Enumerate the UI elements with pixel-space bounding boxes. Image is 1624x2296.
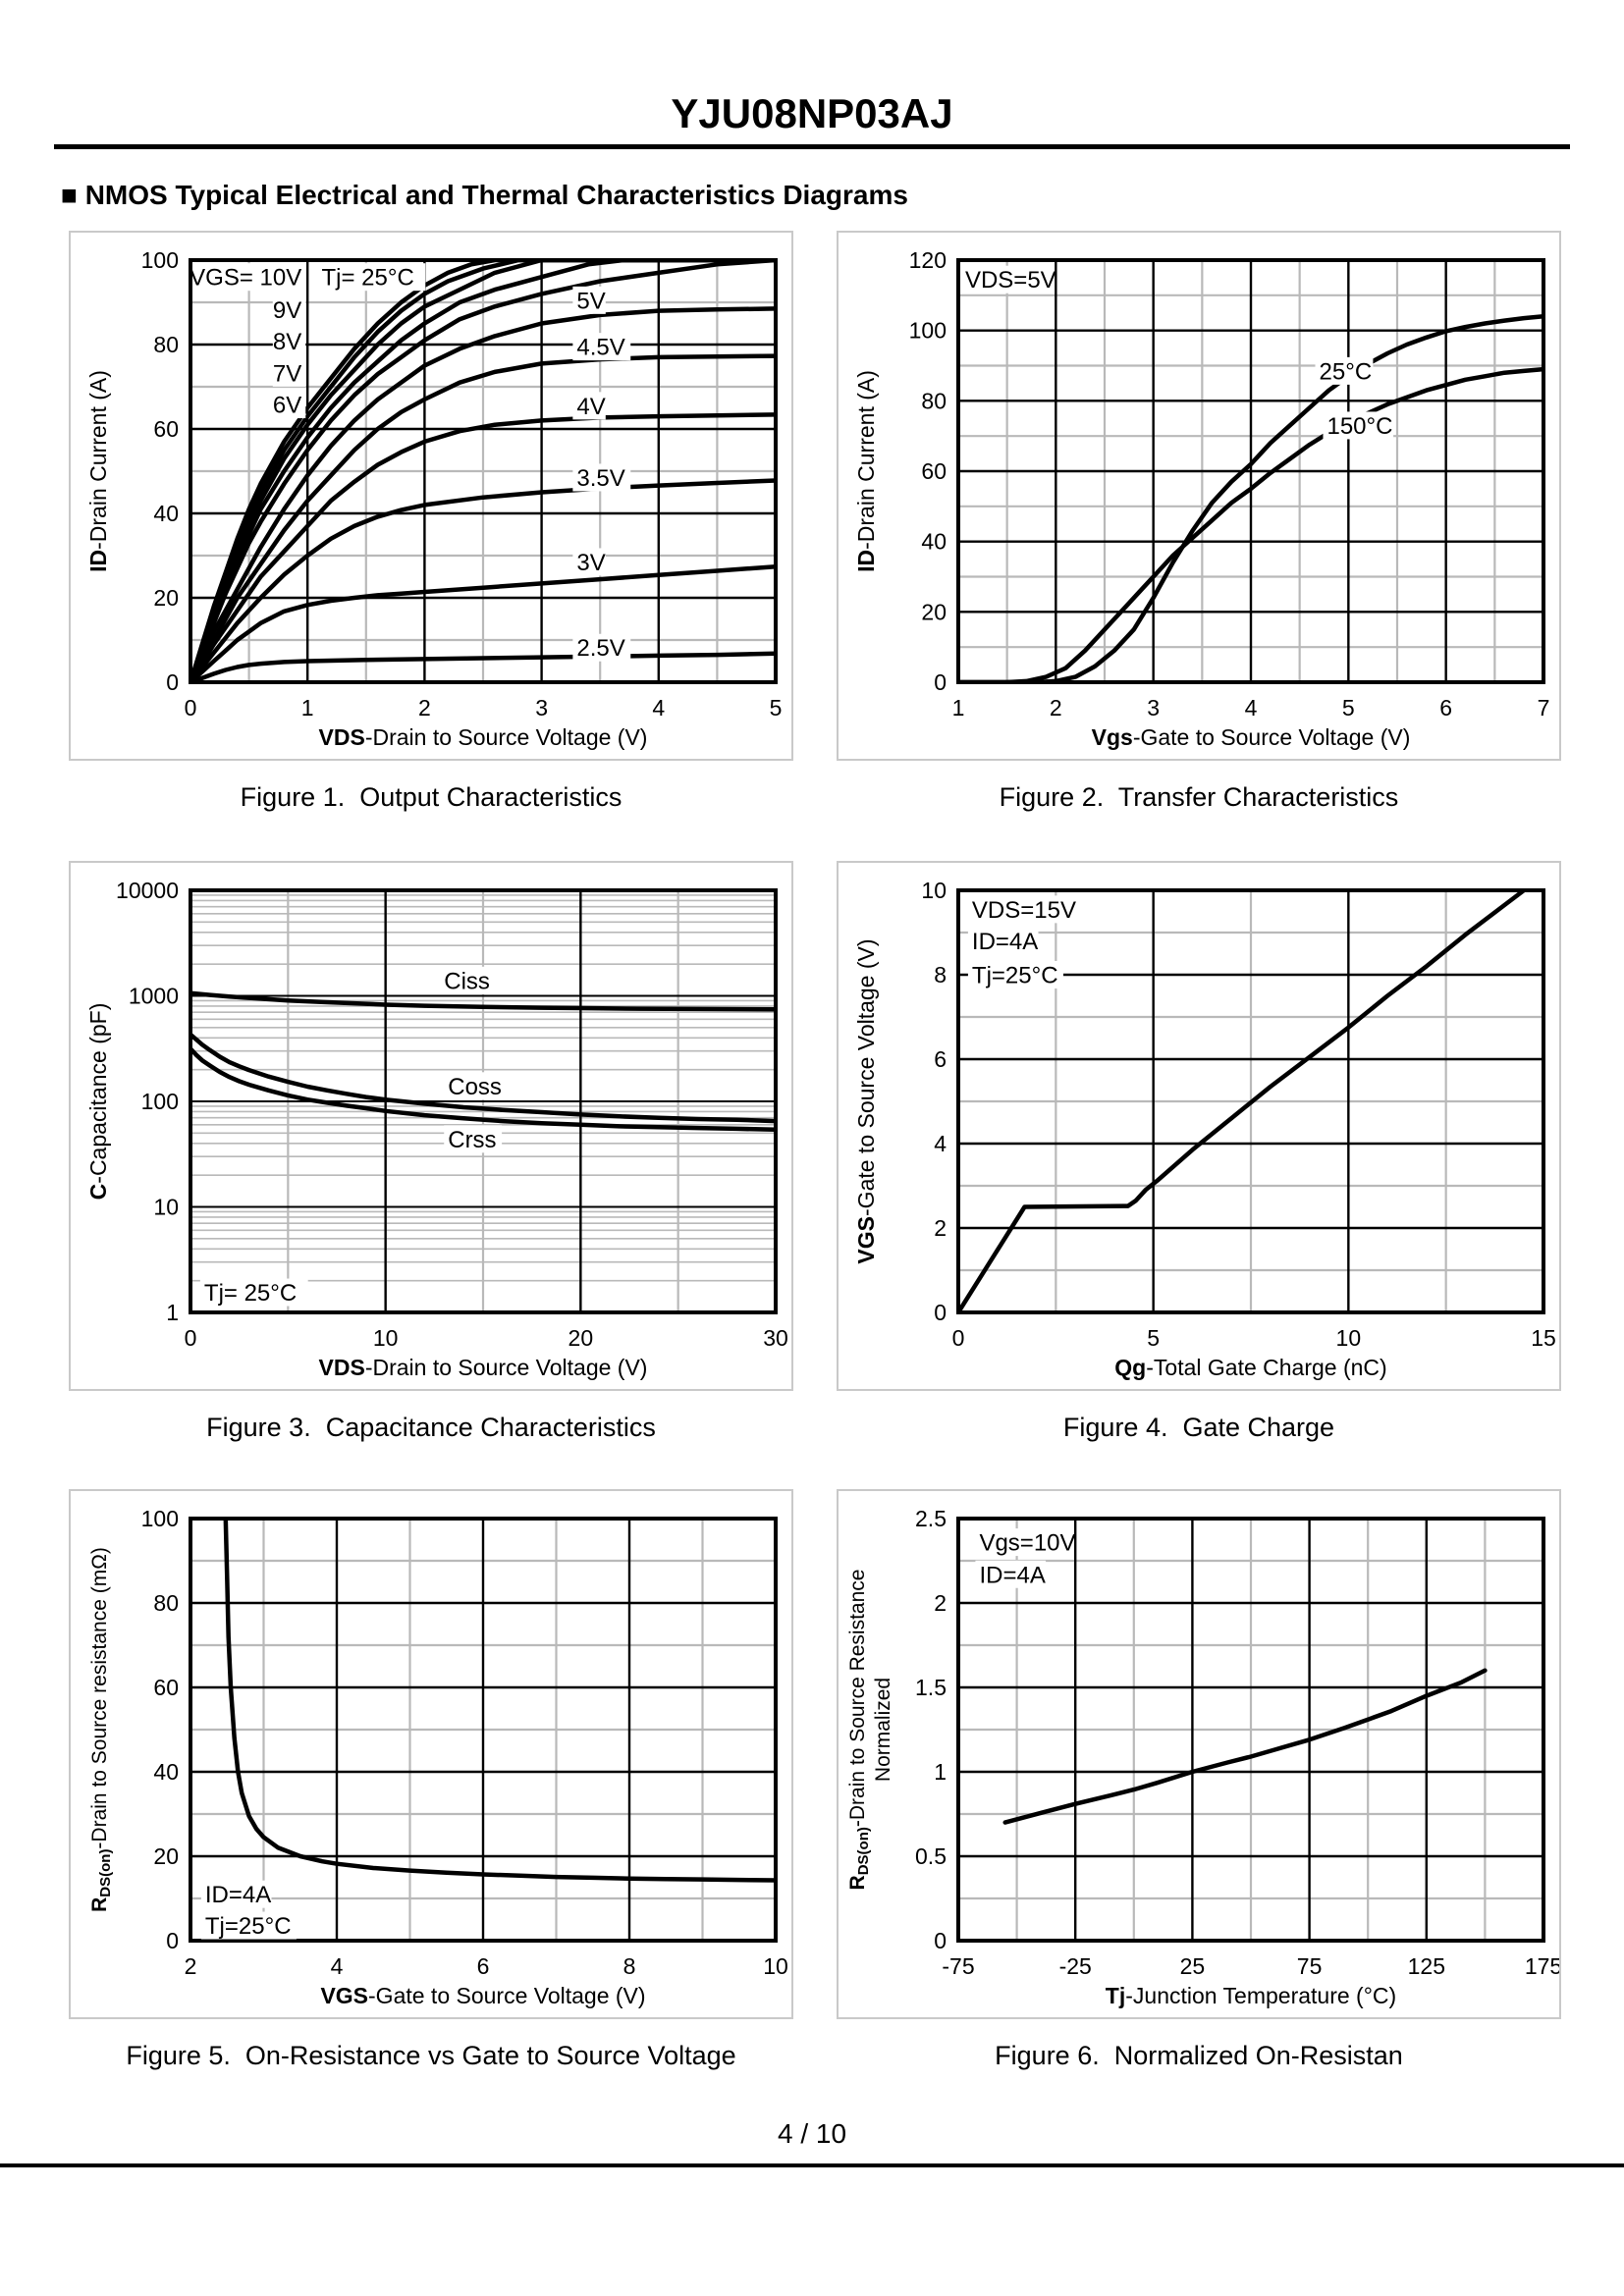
svg-text:VGS-Gate to Source Voltage (V): VGS-Gate to Source Voltage (V)	[853, 938, 879, 1264]
svg-text:Tj=25°C: Tj=25°C	[204, 1913, 292, 1941]
svg-text:2: 2	[934, 1215, 947, 1241]
figure-3-chart	[69, 861, 793, 1391]
svg-text:4.5V: 4.5V	[576, 334, 625, 361]
svg-text:Vgs-Gate to Source Voltage (V): Vgs-Gate to Source Voltage (V)	[1091, 724, 1411, 750]
svg-text:4: 4	[934, 1131, 947, 1156]
svg-text:ID-Drain Current (A): ID-Drain Current (A)	[85, 370, 111, 572]
svg-text:0.5: 0.5	[915, 1843, 947, 1869]
svg-text:0: 0	[934, 669, 947, 695]
svg-text:30: 30	[763, 1325, 788, 1351]
svg-text:2: 2	[1049, 695, 1062, 721]
svg-text:0: 0	[934, 1300, 947, 1325]
figure-1	[69, 231, 797, 813]
figure-6-caption: Figure 6. Normalized On-Resistan	[995, 2041, 1403, 2070]
svg-text:3: 3	[535, 695, 548, 721]
svg-text:40: 40	[153, 1759, 179, 1785]
svg-text:10000: 10000	[116, 878, 179, 903]
figure-4-caption: Figure 4. Gate Charge	[1062, 1413, 1335, 1442]
svg-text:125: 125	[1407, 1953, 1445, 1979]
figure-5	[69, 1489, 797, 2071]
svg-text:VGS= 10V: VGS= 10V	[189, 264, 302, 292]
svg-text:150°C: 150°C	[1326, 412, 1393, 440]
svg-text:80: 80	[921, 388, 947, 414]
svg-text:-25: -25	[1058, 1953, 1092, 1979]
svg-text:Crss: Crss	[448, 1126, 497, 1153]
svg-text:Vgs=10V: Vgs=10V	[979, 1529, 1076, 1557]
svg-text:20: 20	[153, 1843, 179, 1869]
svg-text:10: 10	[153, 1194, 179, 1220]
svg-text:0: 0	[166, 1928, 179, 1953]
title-divider	[54, 144, 1570, 149]
figure-3	[69, 861, 797, 1443]
figure-5-caption: Figure 5. On-Resistance vs Gate to Source Voltage	[126, 2041, 736, 2070]
svg-text:80: 80	[153, 1590, 179, 1616]
svg-text:10: 10	[1335, 1325, 1362, 1351]
svg-text:VDS=15V: VDS=15V	[971, 896, 1076, 924]
svg-text:1000: 1000	[128, 983, 179, 1009]
svg-text:40: 40	[153, 501, 179, 526]
svg-text:1: 1	[934, 1759, 947, 1785]
svg-text:4: 4	[1244, 695, 1258, 721]
svg-text:7: 7	[1537, 695, 1550, 721]
figure-1-chart	[69, 231, 793, 761]
svg-text:3: 3	[1147, 695, 1161, 721]
svg-text:4: 4	[652, 695, 666, 721]
svg-text:0: 0	[934, 1928, 947, 1953]
svg-text:1.5: 1.5	[915, 1675, 947, 1700]
figure-4-chart	[837, 861, 1561, 1391]
footer-divider	[0, 2163, 1624, 2167]
svg-text:100: 100	[140, 1089, 179, 1114]
svg-text:Tj= 25°C: Tj= 25°C	[321, 264, 414, 292]
svg-text:2.5V: 2.5V	[576, 635, 625, 663]
svg-text:5V: 5V	[576, 288, 606, 315]
figure-1-caption: Figure 1. Output Characteristics	[240, 782, 623, 812]
svg-text:ID=4A: ID=4A	[979, 1562, 1046, 1589]
svg-text:6: 6	[934, 1046, 947, 1072]
svg-text:3.5V: 3.5V	[576, 464, 625, 492]
svg-text:9V: 9V	[272, 296, 302, 324]
svg-text:2: 2	[184, 1953, 197, 1979]
svg-text:1: 1	[166, 1300, 179, 1325]
figure-4	[837, 861, 1565, 1443]
figure-6-chart	[837, 1489, 1561, 2019]
svg-text:VGS-Gate to Source Voltage (V): VGS-Gate to Source Voltage (V)	[320, 1983, 646, 2008]
svg-text:60: 60	[921, 458, 947, 484]
svg-text:-75: -75	[942, 1953, 975, 1979]
svg-text:0: 0	[166, 669, 179, 695]
svg-text:8: 8	[934, 962, 947, 988]
svg-text:Tj-Junction Temperature (°C): Tj-Junction Temperature (°C)	[1105, 1983, 1397, 2008]
figure-6	[837, 1489, 1565, 2071]
svg-text:Tj=25°C: Tj=25°C	[971, 962, 1058, 989]
svg-text:2: 2	[934, 1590, 947, 1616]
svg-text:10: 10	[763, 1953, 788, 1979]
page-number: 4 / 10	[777, 2118, 847, 2149]
svg-text:Normalized: Normalized	[872, 1677, 894, 1783]
svg-text:4: 4	[330, 1953, 344, 1979]
svg-text:C-Capacitance (pF): C-Capacitance (pF)	[85, 1002, 111, 1201]
page-title: YJU08NP03AJ	[671, 90, 953, 136]
svg-text:75: 75	[1296, 1953, 1323, 1979]
figure-3-caption: Figure 3. Capacitance Characteristics	[206, 1413, 656, 1442]
svg-text:Qg-Total Gate Charge (nC): Qg-Total Gate Charge (nC)	[1114, 1355, 1387, 1380]
svg-text:6: 6	[476, 1953, 490, 1979]
svg-text:Coss: Coss	[448, 1073, 502, 1100]
svg-text:2: 2	[418, 695, 431, 721]
svg-text:25: 25	[1179, 1953, 1206, 1979]
svg-text:10: 10	[921, 878, 947, 903]
svg-text:ID=4A: ID=4A	[204, 1882, 272, 1909]
svg-text:1: 1	[300, 695, 314, 721]
svg-text:ID-Drain Current (A): ID-Drain Current (A)	[853, 370, 879, 572]
svg-text:1: 1	[951, 695, 965, 721]
svg-text:VDS-Drain to Source Voltage (V: VDS-Drain to Source Voltage (V)	[318, 1355, 648, 1380]
svg-text:VDS=5V: VDS=5V	[964, 267, 1056, 294]
svg-text:100: 100	[908, 317, 947, 344]
svg-text:25°C: 25°C	[1319, 358, 1373, 386]
figure-5-chart	[69, 1489, 793, 2019]
svg-text:6: 6	[1439, 695, 1453, 721]
svg-text:20: 20	[921, 599, 947, 625]
svg-text:4V: 4V	[576, 393, 606, 420]
svg-text:60: 60	[153, 1675, 179, 1700]
svg-text:5: 5	[769, 695, 783, 721]
svg-text:15: 15	[1531, 1325, 1556, 1351]
svg-text:Tj= 25°C: Tj= 25°C	[203, 1280, 298, 1308]
svg-text:ID=4A: ID=4A	[971, 929, 1039, 956]
svg-text:80: 80	[153, 332, 179, 357]
svg-text:VDS-Drain to Source Voltage (V: VDS-Drain to Source Voltage (V)	[318, 724, 648, 750]
svg-text:7V: 7V	[272, 360, 302, 388]
svg-text:8V: 8V	[272, 329, 302, 356]
svg-text:20: 20	[153, 585, 179, 611]
svg-text:120: 120	[908, 247, 947, 273]
svg-text:10: 10	[372, 1325, 399, 1351]
svg-text:8: 8	[623, 1953, 636, 1979]
svg-text:5: 5	[1341, 695, 1355, 721]
svg-text:0: 0	[951, 1325, 965, 1351]
figure-2	[837, 231, 1565, 813]
svg-text:175: 175	[1524, 1953, 1559, 1979]
figure-2-chart	[837, 231, 1561, 761]
svg-text:RDS(on)-Drain to Source Resis: RDS(on)-Drain to Source Resistance	[846, 1569, 872, 1891]
svg-text:Ciss: Ciss	[444, 968, 490, 995]
svg-text:100: 100	[140, 247, 179, 273]
svg-text:0: 0	[184, 695, 197, 721]
section-heading: ■ NMOS Typical Electrical and Thermal Characteristics Diagrams	[61, 180, 908, 210]
svg-text:3V: 3V	[576, 549, 606, 576]
svg-text:100: 100	[140, 1506, 179, 1531]
figure-2-caption: Figure 2. Transfer Characteristics	[999, 782, 1399, 812]
svg-text:6V: 6V	[272, 392, 302, 419]
svg-text:5: 5	[1147, 1325, 1161, 1351]
svg-text:2.5: 2.5	[915, 1506, 947, 1531]
svg-text:0: 0	[184, 1325, 197, 1351]
svg-text:60: 60	[153, 416, 179, 442]
svg-text:40: 40	[921, 528, 947, 555]
svg-text:RDS(on)-Drain to Source resist: RDS(on)-Drain to Source resistance (mΩ)	[88, 1547, 114, 1912]
svg-text:20: 20	[568, 1325, 594, 1351]
